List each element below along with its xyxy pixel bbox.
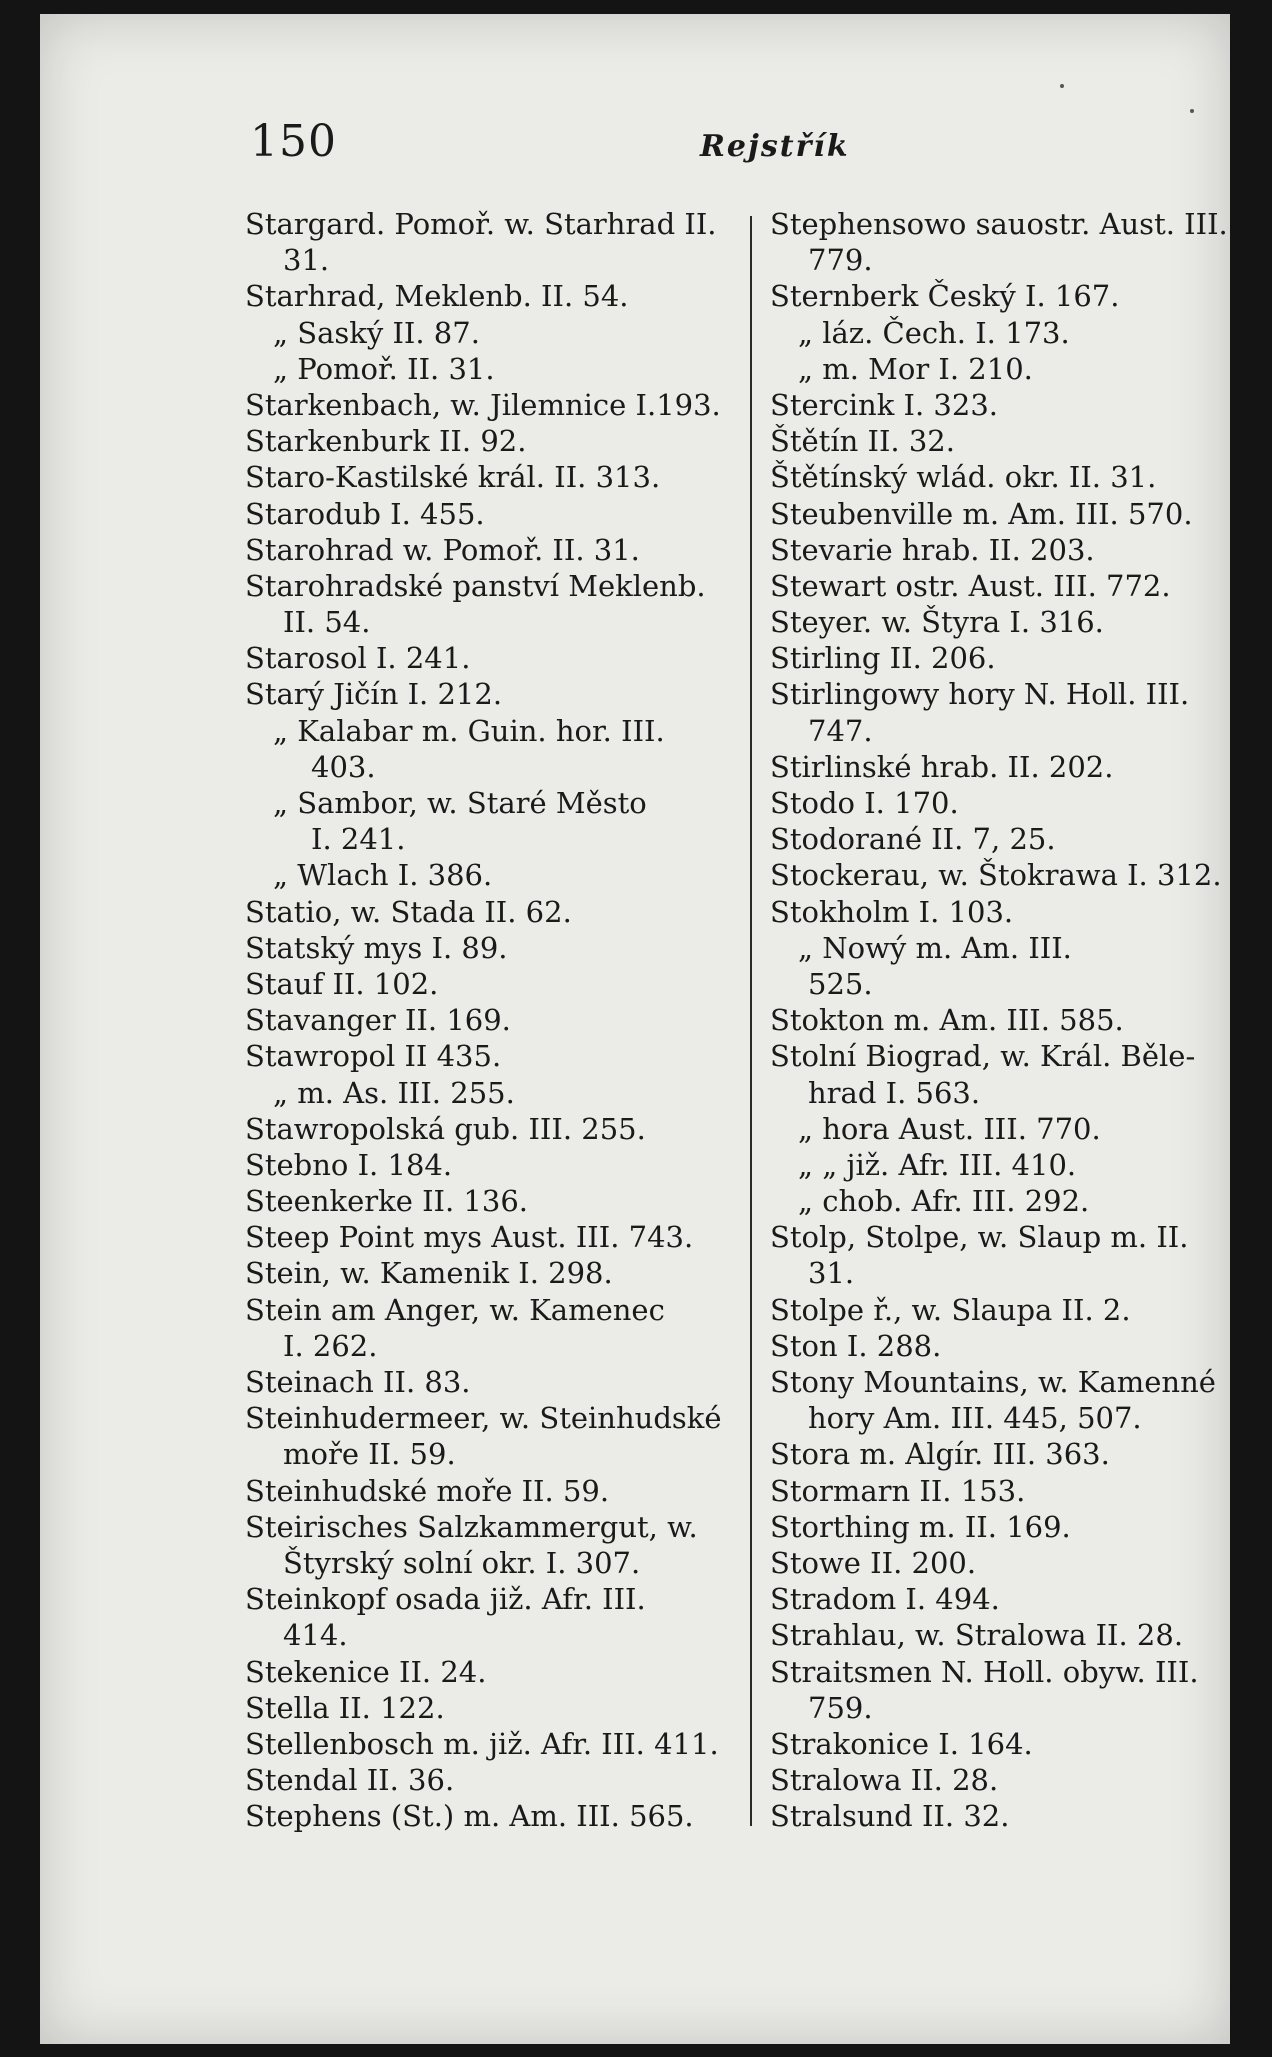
index-entry-line: Stokholm I. 103. — [770, 894, 1014, 929]
index-entry-line: Steinkopf osada již. Afr. III. — [245, 1582, 646, 1617]
index-entry-line: Stauf II. 102. — [245, 966, 439, 1001]
index-entry-line: Steirisches Salzkammergut, w. — [245, 1509, 698, 1544]
index-entry-line: Stawropol II 435. — [245, 1039, 502, 1074]
index-entry-line: Štětínský wlád. okr. II. 31. — [770, 460, 1157, 495]
index-entry-line: Stendal II. 36. — [245, 1763, 455, 1798]
index-entry-line: „ Sambor, w. Staré Město — [273, 786, 647, 820]
index-entry-line: 31. — [808, 1256, 855, 1291]
index-entry-line: „ „ již. Afr. III. 410. — [798, 1147, 1077, 1182]
index-entry-line: Stormarn II. 153. — [770, 1473, 1026, 1508]
index-entry-line: moře II. 59. — [283, 1437, 456, 1472]
index-entry-line: Stargard. Pomoř. w. Starhrad II. — [245, 207, 717, 241]
index-entry-line: Stercink I. 323. — [770, 387, 998, 422]
index-entry-line: Statio, w. Stada II. 62. — [245, 894, 572, 929]
index-entry-line: Stebno I. 184. — [245, 1147, 453, 1182]
index-entry-line: Stodorané II. 7, 25. — [770, 822, 1056, 857]
index-entry-line: Stowe II. 200. — [770, 1545, 977, 1580]
index-entry-line: Stokton m. Am. III. 585. — [770, 1003, 1124, 1038]
index-entry-line: Ston I. 288. — [770, 1328, 942, 1363]
index-entry-line: 747. — [808, 713, 873, 748]
paper-speck — [1060, 84, 1064, 88]
index-entry-line: Stony Mountains, w. Kamenné — [770, 1365, 1216, 1399]
index-entry-line: 759. — [808, 1690, 873, 1725]
index-entry-line: Steubenville m. Am. III. 570. — [770, 496, 1193, 531]
index-entry-line: 414. — [283, 1618, 348, 1653]
index-entry-line: Štětín II. 32. — [770, 424, 955, 459]
index-entry-line: Starkenburk II. 92. — [245, 424, 527, 459]
index-entry-line: „ chob. Afr. III. 292. — [798, 1184, 1090, 1219]
index-entry-line: Straitsmen N. Holl. obyw. III. — [770, 1654, 1199, 1689]
index-entry-line: Starodub I. 455. — [245, 496, 485, 531]
index-entry-line: I. 262. — [283, 1328, 378, 1363]
index-entry-line: Starohrad w. Pomoř. II. 31. — [245, 532, 640, 567]
index-entry-line: Stralsund II. 32. — [770, 1799, 1010, 1834]
index-entry-line: Steep Point mys Aust. III. 743. — [245, 1220, 694, 1255]
index-entry-line: Stora m. Algír. III. 363. — [770, 1437, 1110, 1472]
index-entry-line: Stradom I. 494. — [770, 1582, 1000, 1617]
index-entry-line: Steenkerke II. 136. — [245, 1184, 528, 1219]
index-entry-line: Stein, w. Kamenik I. 298. — [245, 1256, 613, 1291]
index-entry-line: Stodo I. 170. — [770, 786, 959, 820]
running-title: Rejstřík — [700, 129, 850, 164]
book-page — [40, 14, 1230, 2044]
index-entry-line: Staro-Kastilské král. II. 313. — [245, 460, 661, 495]
index-entry-line: Stirlingowy hory N. Holl. III. — [770, 677, 1190, 712]
index-entry-line: „ m. Mor I. 210. — [798, 351, 1033, 386]
index-entry-line: Steinhudermeer, w. Steinhudské — [245, 1401, 722, 1436]
index-entry-line: „ láz. Čech. I. 173. — [798, 315, 1070, 350]
index-entry-line: Stirlinské hrab. II. 202. — [770, 749, 1114, 784]
index-entry-line: „ Kalabar m. Guin. hor. III. — [273, 713, 665, 748]
index-entry-line: Stolní Biograd, w. Král. Běle- — [770, 1039, 1196, 1074]
index-entry-line: Stella II. 122. — [245, 1690, 445, 1725]
index-entry-line: Stavanger II. 169. — [245, 1003, 511, 1038]
index-entry-line: Steinhudské moře II. 59. — [245, 1473, 610, 1508]
index-entry-line: „ Wlach I. 386. — [273, 858, 493, 893]
index-entry-line: Statský mys I. 89. — [245, 930, 508, 965]
index-entry-line: Stawropolská gub. III. 255. — [245, 1111, 646, 1146]
index-entry-line: Starkenbach, w. Jilemnice I.193. — [245, 387, 721, 422]
index-entry-line: 779. — [808, 243, 873, 278]
index-entry-line: Stephensowo sauostr. Aust. III. — [770, 207, 1228, 241]
index-entry-line: Steyer. w. Štyra I. 316. — [770, 605, 1104, 640]
index-entry-line: „ Pomoř. II. 31. — [273, 351, 495, 386]
index-entry-line: 31. — [283, 243, 330, 278]
index-entry-line: „ Saský II. 87. — [273, 315, 480, 350]
index-entry-line: Starohradské panství Meklenb. — [245, 568, 706, 603]
index-entry-line: Stolp, Stolpe, w. Slaup m. II. — [770, 1220, 1189, 1255]
index-entry-line: Sternberk Český I. 167. — [770, 279, 1120, 314]
index-entry-line: Stolpe ř., w. Slaupa II. 2. — [770, 1292, 1131, 1327]
index-entry-line: Starhrad, Meklenb. II. 54. — [245, 279, 629, 314]
index-entry-line: Stein am Anger, w. Kamenec — [245, 1292, 665, 1327]
index-entry-line: Strahlau, w. Stralowa II. 28. — [770, 1618, 1184, 1653]
index-entry-line: Stevarie hrab. II. 203. — [770, 532, 1095, 567]
paper-speck — [1190, 109, 1194, 113]
index-entry-line: I. 241. — [311, 822, 406, 857]
index-entry-line: 403. — [311, 749, 376, 784]
index-entry-line: „ m. As. III. 255. — [273, 1075, 515, 1110]
index-entry-line: Štyrský solní okr. I. 307. — [283, 1545, 641, 1580]
index-entry-line: Starý Jičín I. 212. — [245, 677, 503, 712]
index-entry-line: „ hora Aust. III. 770. — [798, 1111, 1101, 1146]
column-divider — [750, 216, 752, 1826]
index-entry-line: Stralowa II. 28. — [770, 1763, 999, 1798]
index-entry-line: hory Am. III. 445, 507. — [808, 1401, 1142, 1436]
index-entry-line: Starosol I. 241. — [245, 641, 471, 676]
index-entry-line: Stewart ostr. Aust. III. 772. — [770, 568, 1171, 603]
index-entry-line: Stellenbosch m. již. Afr. III. 411. — [245, 1726, 719, 1761]
index-entry-line: Strakonice I. 164. — [770, 1726, 1033, 1761]
index-entry-line: Storthing m. II. 169. — [770, 1509, 1071, 1544]
index-entry-line: Stockerau, w. Štokrawa I. 312. — [770, 858, 1222, 893]
index-entry-line: Stirling II. 206. — [770, 641, 996, 676]
index-entry-line: Stekenice II. 24. — [245, 1654, 487, 1689]
page-number: 150 — [250, 116, 337, 167]
index-entry-line: Steinach II. 83. — [245, 1365, 471, 1399]
index-column-left — [245, 206, 750, 1834]
index-entry-line: II. 54. — [283, 605, 371, 640]
index-entry-line: „ Nowý m. Am. III. — [798, 930, 1072, 965]
index-entry-line: Stephens (St.) m. Am. III. 565. — [245, 1799, 694, 1834]
index-entry-line: 525. — [808, 966, 873, 1001]
index-entry-line: hrad I. 563. — [808, 1075, 981, 1110]
index-column-right — [770, 206, 1230, 1834]
